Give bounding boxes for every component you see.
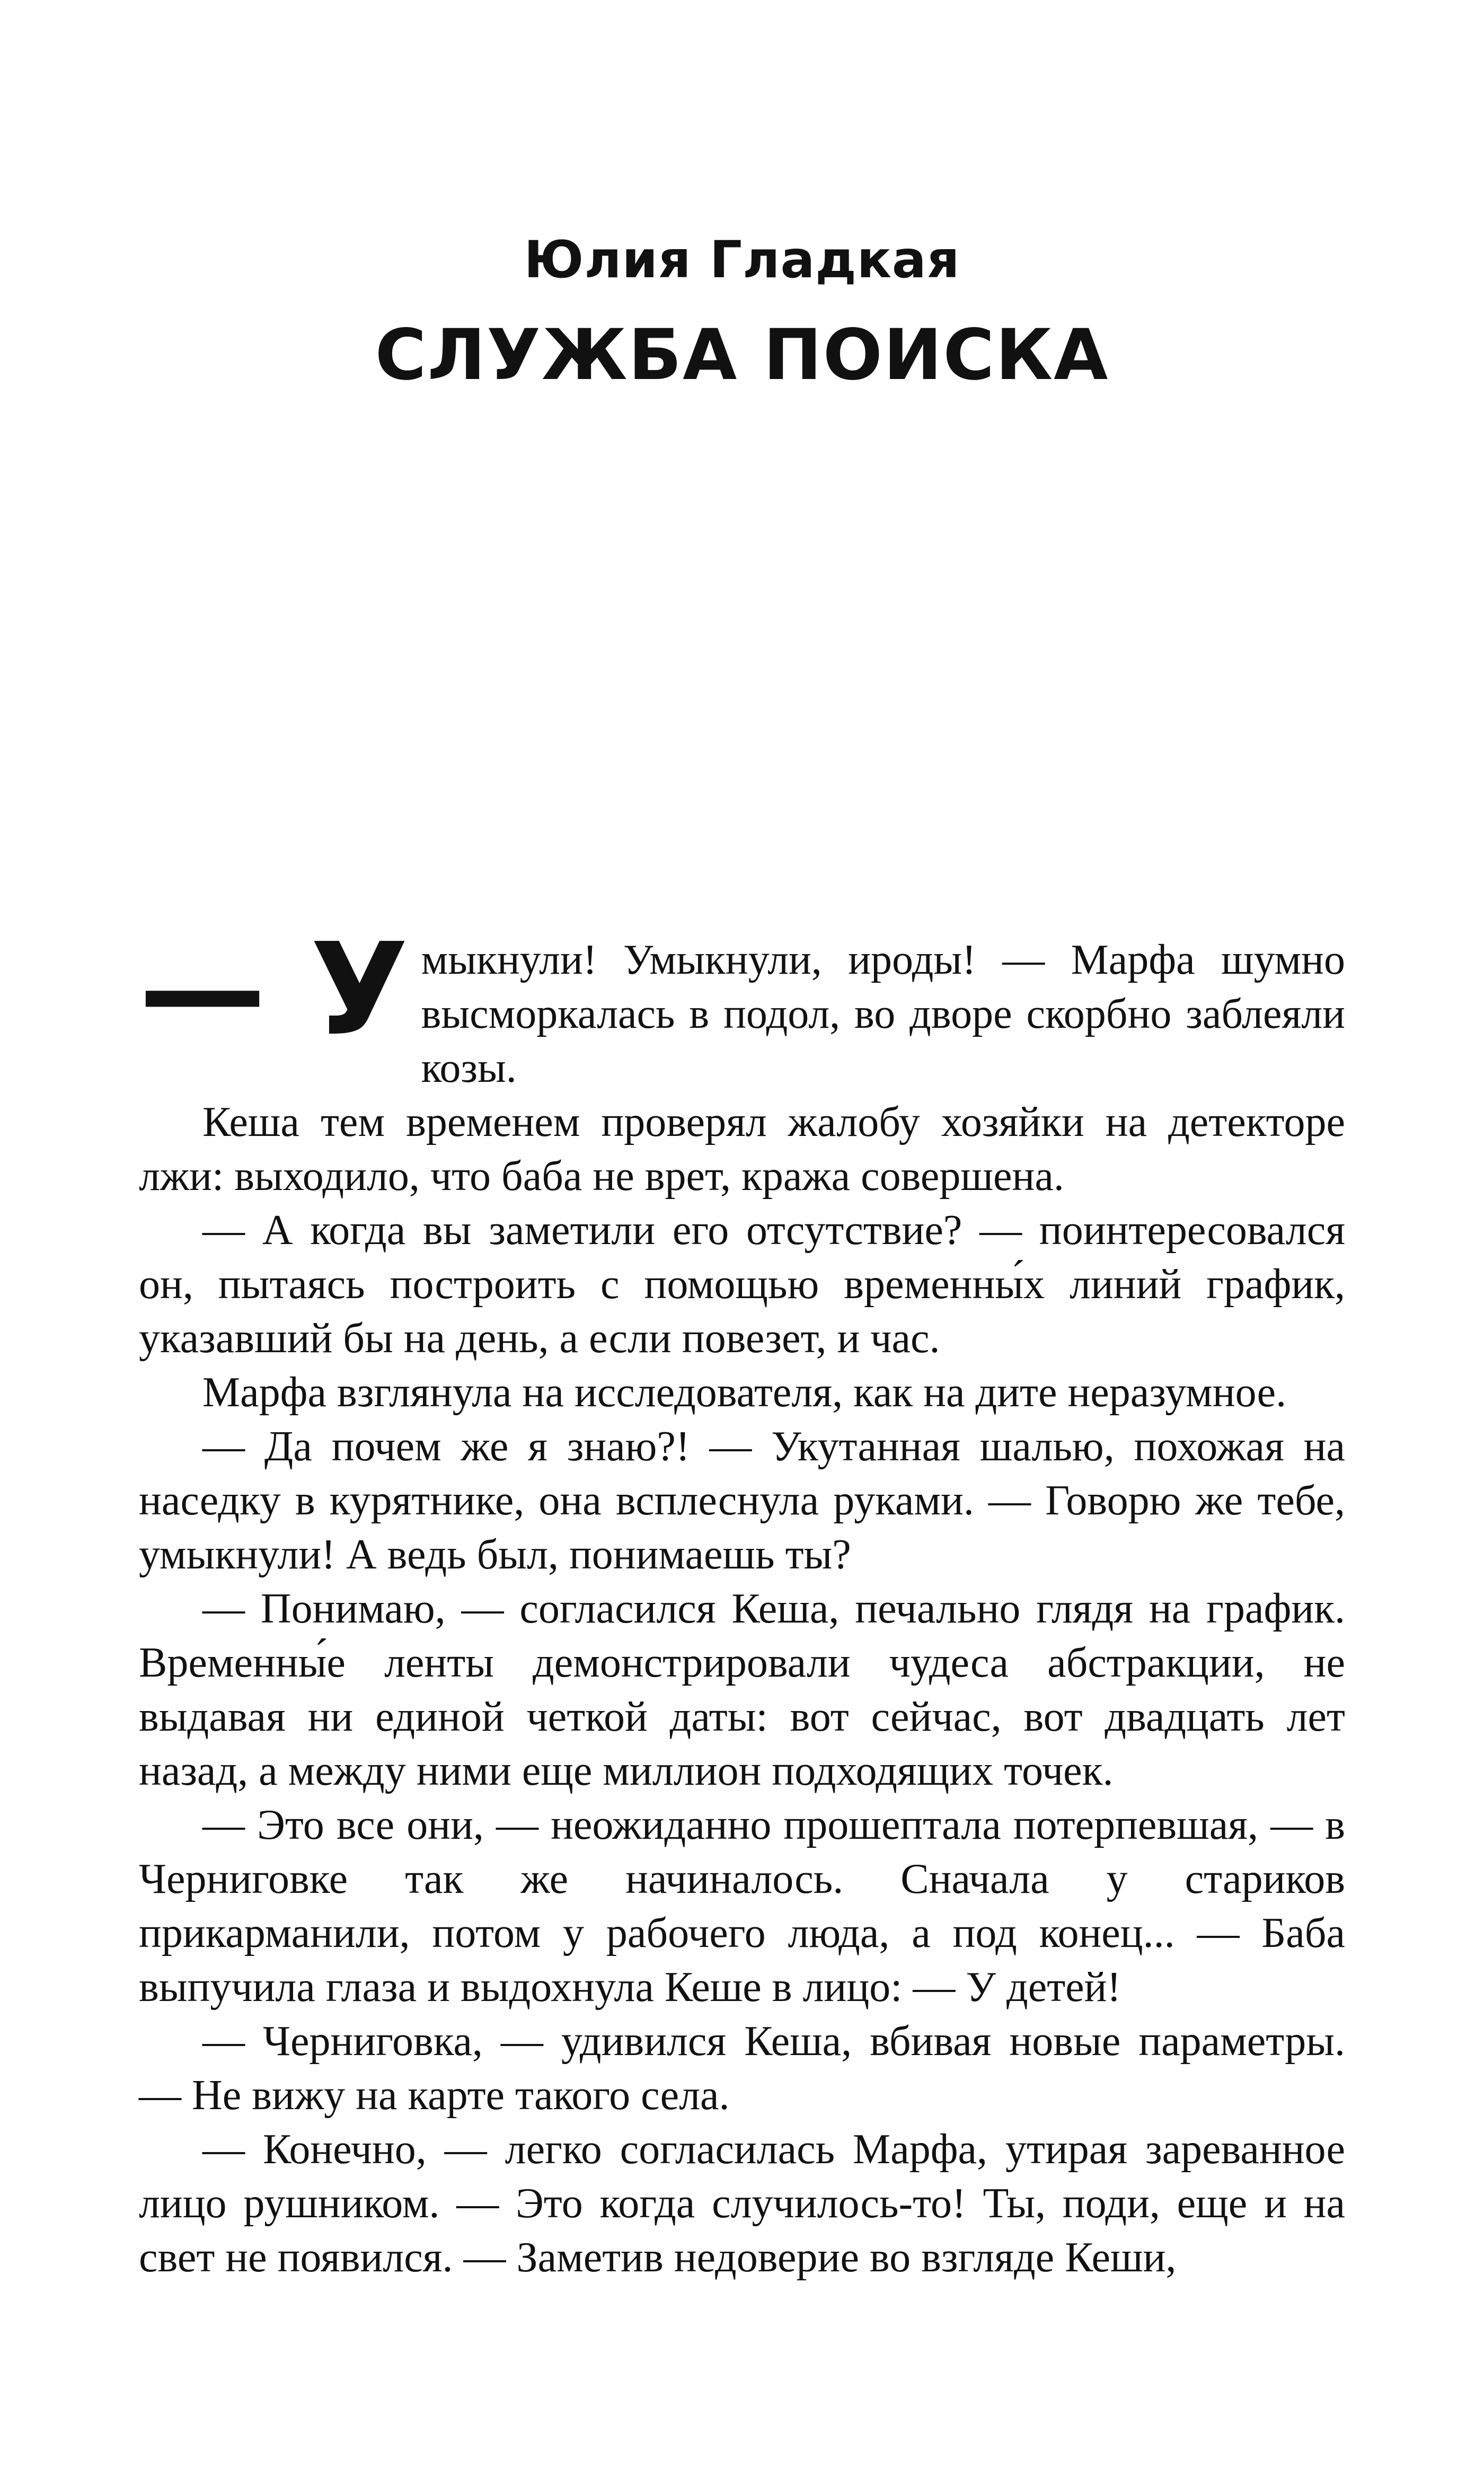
drop-cap: — У (139, 915, 409, 1064)
paragraph-6: — Понимаю, — согласился Кеша, печально глядя на график. Временны́е ленты демонстрировали чудеса абстракции, не выдавая ни единой четкой даты: вот сейчас, вот двадцать лет назад, а между ними еще миллион подходящих точек. (139, 1585, 1345, 1794)
paragraph-7: — Это все они, — неожиданно прошептала потерпевшая, — в Черниговке так же начиналось. Сначала у стариков прикарманили, потом у рабочего люда, а под конец... — Баба выпучила глаза и выдохнула Кеше в лицо: — У детей! (139, 1802, 1345, 2011)
paragraph-2: Кеша тем временем проверял жалобу хозяйки на детекторе лжи: выходило, что баба не врет, кража совершена. (139, 1099, 1345, 1200)
story-text (139, 915, 1345, 2285)
paragraph-1 (139, 915, 1345, 1095)
story-title: СЛУЖБА ПОИСКА (375, 314, 1109, 396)
paragraph-1-text: мыкнули! Умыкнули, ироды! — Марфа шумно высморкалась в подол, во дворе скорбно заблеяли козы. (421, 937, 1345, 1091)
paragraph-9: — Конечно, — легко согласилась Марфа, утирая зареванное лицо рушником. — Это когда случилось-то! Ты, поди, еще и на свет не появился. — Заметив недоверие во взгляде Кеши, (139, 2126, 1345, 2281)
author-name: Юлия Гладкая (524, 230, 960, 289)
paragraph-4: Марфа взглянула на исследователя, как на дите неразумное. (202, 1369, 1287, 1416)
paragraph-8: — Черниговка, — удивился Кеша, вбивая новые параметры. — Не вижу на карте такого села. (139, 2018, 1345, 2119)
paragraph-3: — А когда вы заметили его отсутствие? — поинтересовался он, пытаясь построить с помощью временны́х линий график, указавший бы на день, а если повезет, и час. (139, 1207, 1345, 1362)
paragraph-5: — Да почем же я знаю?! — Укутанная шалью, похожая на наседку в курятнике, она всплеснула руками. — Говорю же тебе, умыкнули! А ведь был, понимаешь ты? (139, 1423, 1345, 1578)
